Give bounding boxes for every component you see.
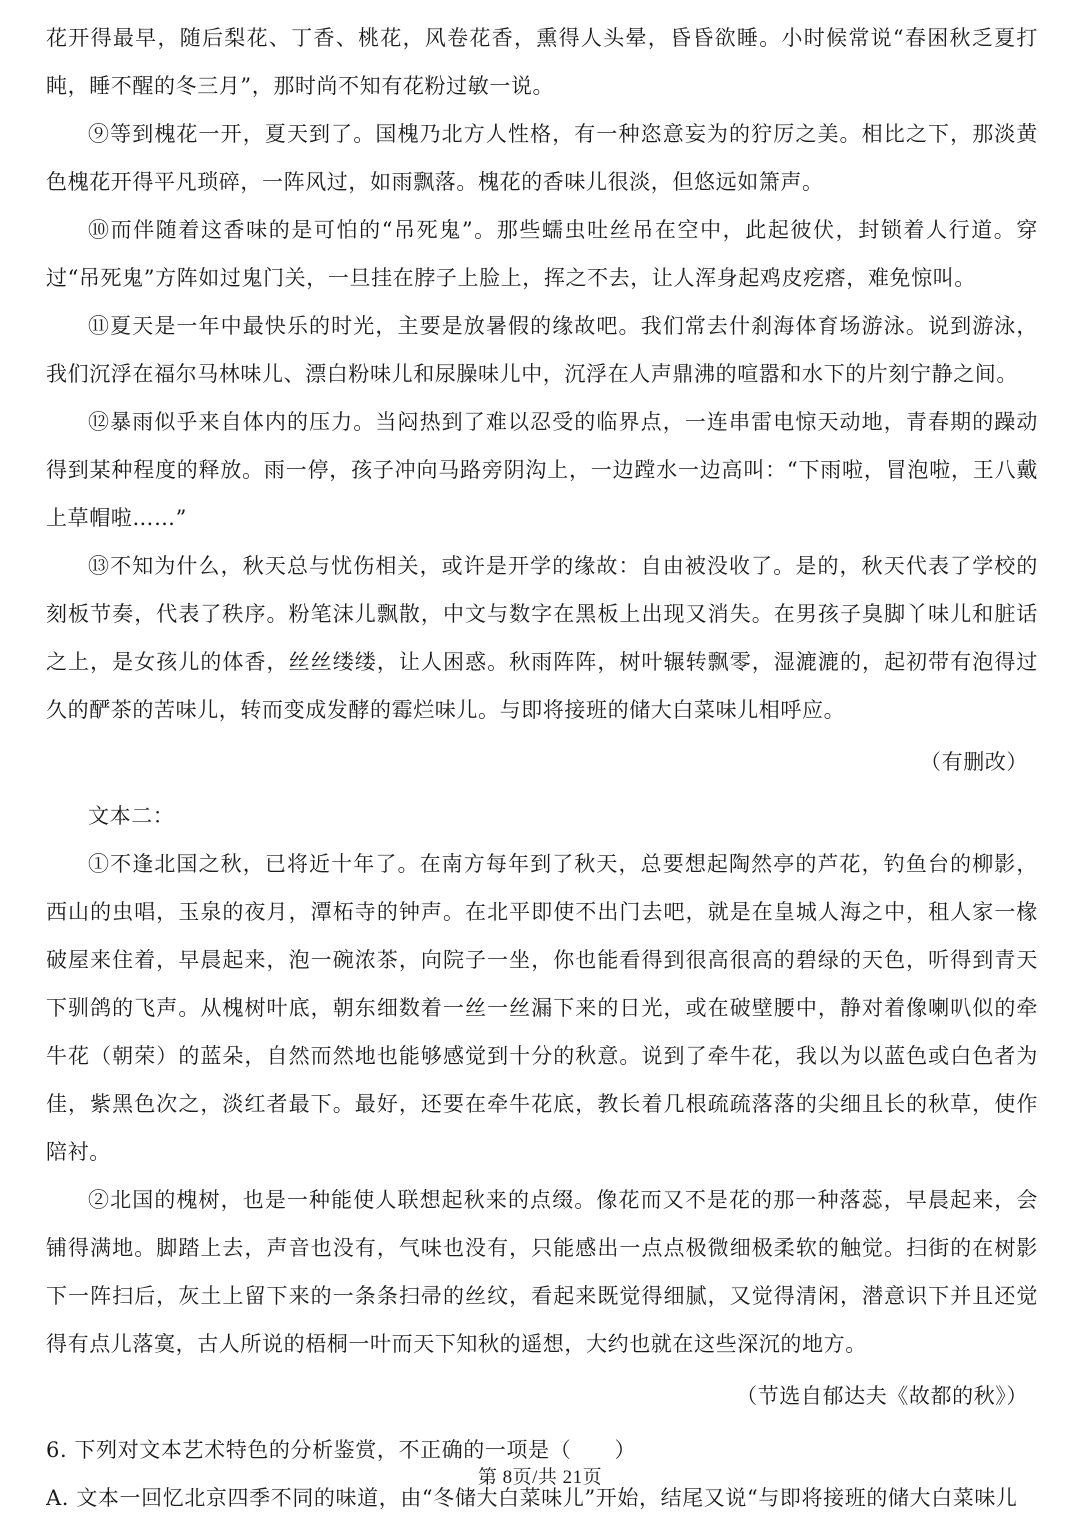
text1-source-note: （有删改）: [920, 750, 1028, 774]
page-content: [46, 14, 1038, 1522]
text1-paragraph-11: ⑪夏天是一年中最快乐的时光，主要是放暑假的缘故吧。我们常去什刹海体育场游泳。说到游泳，我们沉浮在福尔马林味儿、漂白粉味儿和尿臊味儿中，沉浮在人声鼎沸的喧嚣和水下的片刻宁静之间。: [46, 314, 1038, 386]
question-6-stem: 6. 下列对文本艺术特色的分析鉴赏，不正确的一项是（ ）: [46, 1438, 637, 1462]
text2-source-note: （节选自郁达夫《故都的秋》）: [736, 1384, 1028, 1408]
text1-paragraph-10: ⑩而伴随着这香味的是可怕的“吊死鬼”。那些蠕虫吐丝吊在空中，此起彼伏，封锁着人行道。穿过“吊死鬼”方阵如过鬼门关，一旦挂在脖子上脸上，挥之不去，让人浑身起鸡皮疙瘩，难免惊叫。: [46, 218, 1038, 290]
text1-paragraph-12: ⑫暴雨似乎来自体内的压力。当闷热到了难以忍受的临界点，一连串雷电惊天动地，青春期的躁动得到某种程度的释放。雨一停，孩子冲向马路旁阴沟上，一边蹚水一边高叫：“下雨啦，冒泡啦，王八戴上草帽啦……”: [46, 410, 1038, 530]
text2-label: 文本二：: [88, 804, 175, 828]
text1-paragraph-9: ⑨等到槐花一开，夏天到了。国槐乃北方人性格，有一种恣意妄为的狞厉之美。相比之下，那淡黄色槐花开得平凡琐碎，一阵风过，如雨飘落。槐花的香味儿很淡，但悠远如箫声。: [46, 122, 1038, 194]
text1-paragraph-13: ⑬不知为什么，秋天总与忧伤相关，或许是开学的缘故：自由被没收了。是的，秋天代表了学校的刻板节奏，代表了秩序。粉笔沫儿飘散，中文与数字在黑板上出现又消失。在男孩子臭脚丫味儿和脏话之上，是女孩儿的体香，丝丝缕缕，让人困惑。秋雨阵阵，树叶辗转飘零，湿漉漉的，起初带有泡得过久的酽茶的苦味儿，转而变成发酵的霉烂味儿。与即将接班的储大白菜味儿相呼应。: [46, 554, 1038, 722]
page-footer: 第 8页/共 21页: [477, 1467, 603, 1488]
text2-paragraph-2: ②北国的槐树，也是一种能使人联想起秋来的点缀。像花而又不是花的那一种落蕊，早晨起来，会铺得满地。脚踏上去，声音也没有，气味也没有，只能感出一点点极微细极柔软的触觉。扫街的在树影下一阵扫后，灰土上留下来的一条条扫帚的丝纹，看起来既觉得细腻，又觉得清闲，潜意识下并且还觉得有点儿落寞，古人所说的梧桐一叶而天下知秋的遥想，大约也就在这些深沉的地方。: [46, 1188, 1038, 1356]
question-6-option-a: A. 文本一回忆北京四季不同的味道，由“冬储大白菜味儿”开始，结尾又说“与即将接班的储大白菜味儿: [46, 1486, 1018, 1510]
text2-paragraph-1: ①不逢北国之秋，已将近十年了。在南方每年到了秋天，总要想起陶然亭的芦花，钓鱼台的柳影，西山的虫唱，玉泉的夜月，潭柘寺的钟声。在北平即使不出门去吧，就是在皇城人海之中，租人家一椽破屋来住着，早晨起来，泡一碗浓茶，向院子一坐，你也能看得到很高很高的碧绿的天色，听得到青天下驯鸽的飞声。从槐树叶底，朝东细数着一丝一丝漏下来的日光，或在破壁腰中，静对着像喇叭似的牵牛花（朝荣）的蓝朵，自然而然地也能够感觉到十分的秋意。说到了牵牛花，我以为以蓝色或白色者为佳，紫黑色次之，淡红者最下。最好，还要在牵牛花底，教长着几根疏疏落落的尖细且长的秋草，使作陪衬。: [46, 852, 1038, 1164]
text1-paragraph-continued: 花开得最早，随后梨花、丁香、桃花，风卷花香，熏得人头晕，昏昏欲睡。小时候常说“春困秋乏夏打盹，睡不醒的冬三月”，那时尚不知有花粉过敏一说。: [46, 26, 1038, 98]
